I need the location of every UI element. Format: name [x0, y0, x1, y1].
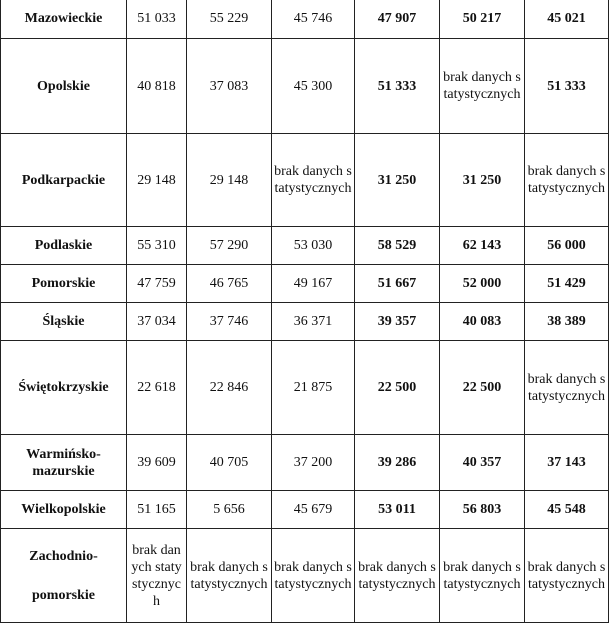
- value-cell: 55 229: [187, 0, 272, 39]
- table-row: [1, 265, 609, 303]
- region-name-line: mazurskie: [32, 463, 95, 479]
- value-cell: 53 030: [272, 227, 355, 265]
- region-cell: Wielkopolskie: [1, 491, 127, 529]
- value-cell: 45 300: [272, 39, 355, 134]
- table-row: [1, 435, 609, 491]
- value-cell: 45 746: [272, 0, 355, 39]
- value-cell: 40 818: [127, 39, 187, 134]
- region-cell: [1, 529, 127, 623]
- region-name-line: pomorskie: [32, 587, 95, 603]
- value-cell: brak danych statystycznych: [272, 134, 355, 227]
- value-cell: 22 500: [440, 341, 525, 435]
- value-cell: 22 618: [127, 341, 187, 435]
- region-cell: Pomorskie: [1, 265, 127, 303]
- value-cell: 37 034: [127, 303, 187, 341]
- region-cell: [1, 435, 127, 491]
- value-cell: 22 500: [355, 341, 440, 435]
- region-cell: Podkarpackie: [1, 134, 127, 227]
- region-name-line: Warmińsko-: [26, 446, 101, 462]
- value-cell: 39 286: [355, 435, 440, 491]
- value-cell: brak danych statystycznych: [272, 529, 355, 623]
- table-row: [1, 227, 609, 265]
- table-row: [1, 39, 609, 134]
- value-cell: 37 083: [187, 39, 272, 134]
- value-cell: 55 310: [127, 227, 187, 265]
- value-cell: 38 389: [525, 303, 609, 341]
- value-cell: 51 165: [127, 491, 187, 529]
- value-cell: 50 217: [440, 0, 525, 39]
- value-cell: 51 333: [525, 39, 609, 134]
- value-cell: 39 609: [127, 435, 187, 491]
- value-cell: 45 548: [525, 491, 609, 529]
- value-cell: brak danych statystycznych: [525, 341, 609, 435]
- value-cell: 56 000: [525, 227, 609, 265]
- value-cell: 51 667: [355, 265, 440, 303]
- region-name-line: Zachodnio-: [29, 548, 98, 564]
- value-cell: 46 765: [187, 265, 272, 303]
- value-cell: 45 679: [272, 491, 355, 529]
- table-row: [1, 491, 609, 529]
- value-cell: 5 656: [187, 491, 272, 529]
- value-cell: 51 333: [355, 39, 440, 134]
- table-row: [1, 134, 609, 227]
- value-cell: 40 357: [440, 435, 525, 491]
- value-cell: 51 429: [525, 265, 609, 303]
- value-cell: 56 803: [440, 491, 525, 529]
- value-cell: 31 250: [355, 134, 440, 227]
- table-row: [1, 341, 609, 435]
- region-cell: Świętokrzyskie: [1, 341, 127, 435]
- value-cell: 52 000: [440, 265, 525, 303]
- value-cell: 45 021: [525, 0, 609, 39]
- value-cell: 39 357: [355, 303, 440, 341]
- value-cell: 36 371: [272, 303, 355, 341]
- value-cell: 47 907: [355, 0, 440, 39]
- region-cell: Opolskie: [1, 39, 127, 134]
- value-cell: 37 143: [525, 435, 609, 491]
- value-cell: 22 846: [187, 341, 272, 435]
- table-row: [1, 0, 609, 39]
- value-cell: 62 143: [440, 227, 525, 265]
- value-cell: 29 148: [127, 134, 187, 227]
- value-cell: 31 250: [440, 134, 525, 227]
- value-cell: brak danych statystycznych: [187, 529, 272, 623]
- value-cell: 40 083: [440, 303, 525, 341]
- region-cell: Śląskie: [1, 303, 127, 341]
- value-cell: 58 529: [355, 227, 440, 265]
- value-cell: brak danych statystycznych: [440, 39, 525, 134]
- region-cell: Mazowieckie: [1, 0, 127, 39]
- value-cell: 49 167: [272, 265, 355, 303]
- value-cell: 37 746: [187, 303, 272, 341]
- region-cell: Podlaskie: [1, 227, 127, 265]
- value-cell: 37 200: [272, 435, 355, 491]
- value-cell: 53 011: [355, 491, 440, 529]
- value-cell: brak danych statystycznych: [525, 134, 609, 227]
- value-cell: 40 705: [187, 435, 272, 491]
- table-row: [1, 529, 609, 623]
- value-cell: 21 875: [272, 341, 355, 435]
- value-cell: brak danych statystycznych: [127, 529, 187, 623]
- value-cell: brak danych statystycznych: [355, 529, 440, 623]
- value-cell: brak danych statystycznych: [525, 529, 609, 623]
- value-cell: 29 148: [187, 134, 272, 227]
- value-cell: 57 290: [187, 227, 272, 265]
- table-row: [1, 303, 609, 341]
- value-cell: 47 759: [127, 265, 187, 303]
- value-cell: 51 033: [127, 0, 187, 39]
- value-cell: brak danych statystycznych: [440, 529, 525, 623]
